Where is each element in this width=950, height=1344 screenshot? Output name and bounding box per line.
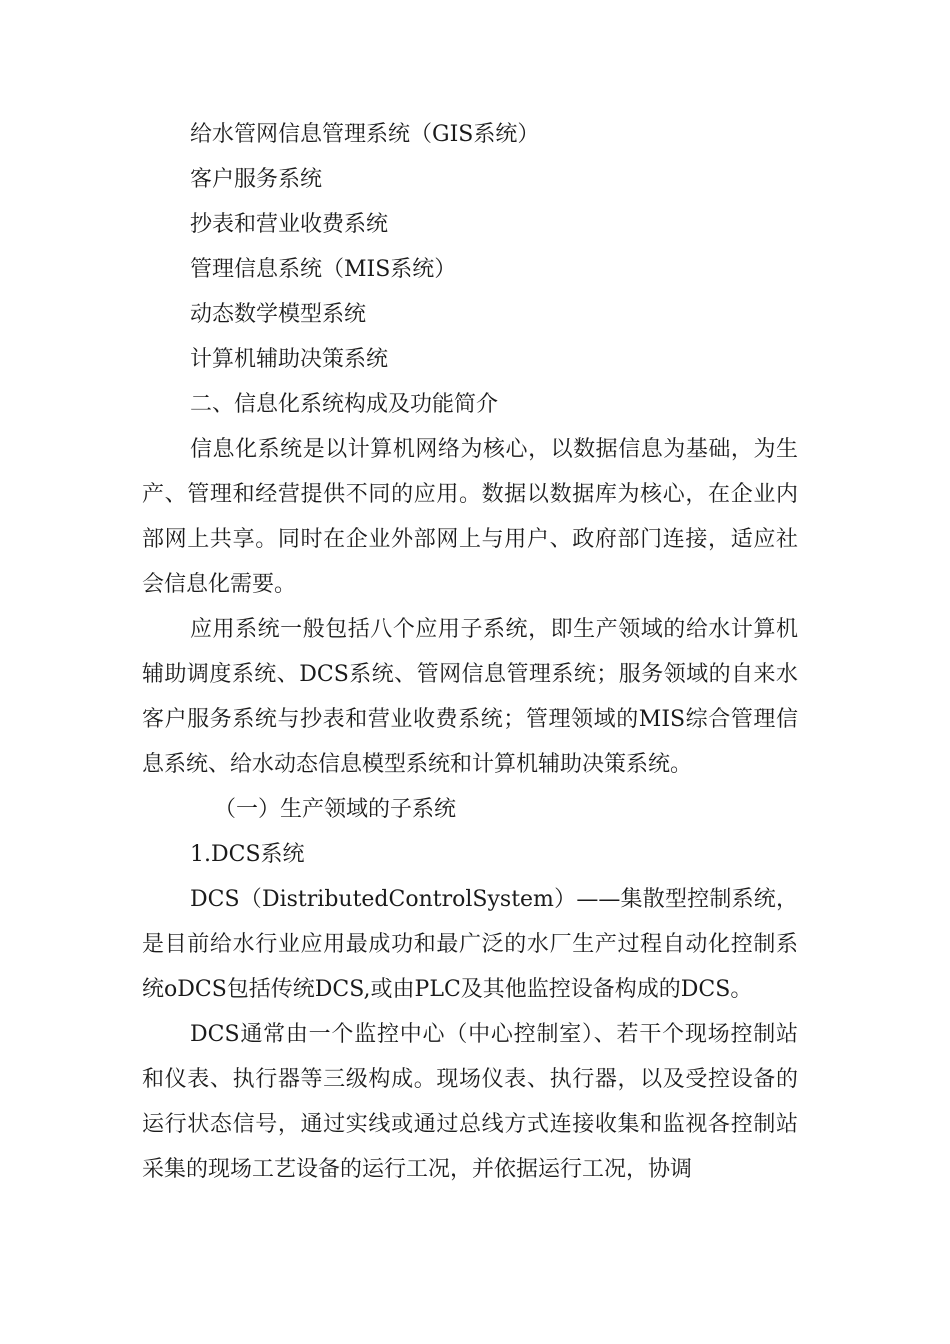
- paragraph-overview: 信息化系统是以计算机网络为核心，以数据信息为基础，为生产、管理和经营提供不同的应用。数据以数据库为核心，在企业内部网上共享。同时在企业外部网上与用户、政府部门连接，适应社会信息化需要。: [142, 437, 798, 597]
- list-item-gis: 给水管网信息管理系统（GIS系统）: [190, 122, 540, 147]
- item-heading: 1.DCS系统: [190, 842, 305, 867]
- document-page: [142, 112, 802, 1192]
- paragraph-subsystems: 应用系统一般包括八个应用子系统，即生产领域的给水计算机辅助调度系统、DCS系统、管网信息管理系统；服务领域的自来水客户服务系统与抄表和营业收费系统；管理领域的MIS综合管理信息系统、给水动态信息模型系统和计算机辅助决策系统。: [142, 617, 798, 777]
- section-heading: 二、信息化系统构成及功能简介: [190, 392, 499, 417]
- list-item-billing: 抄表和营业收费系统: [190, 212, 389, 237]
- paragraph-dcs-definition: DCS（DistributedControlSystem）——集散型控制系统，是目前给水行业应用最成功和最广泛的水厂生产过程自动化控制系统oDCS包括传统DCS,或由PLC及其他监控设备构成的DCS。: [142, 887, 798, 1002]
- paragraph-dcs-structure: DCS通常由一个监控中心（中心控制室）、若干个现场控制站和仪表、执行器等三级构成。现场仪表、执行器，以及受控设备的运行状态信号，通过实线或通过总线方式连接收集和监视各控制站采集的现场工艺设备的运行工况，并依据运行工况，协调: [142, 1022, 798, 1182]
- list-item-decision-support: 计算机辅助决策系统: [190, 347, 389, 372]
- list-item-customer-service: 客户服务系统: [190, 167, 323, 192]
- list-item-dynamic-model: 动态数学模型系统: [190, 302, 367, 327]
- list-item-mis: 管理信息系统（MIS系统）: [190, 257, 457, 282]
- subsection-heading: （一）生产领域的子系统: [214, 797, 457, 822]
